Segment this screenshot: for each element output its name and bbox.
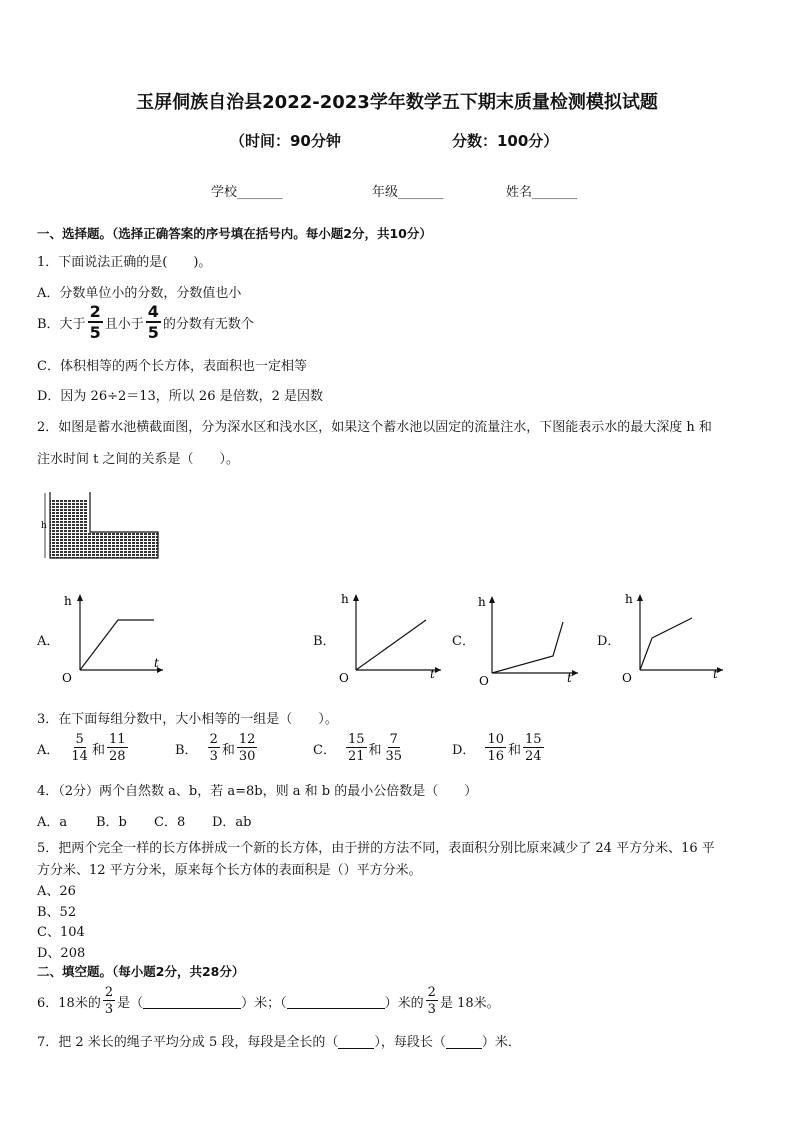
q5-option-a: A、26 [37, 884, 76, 899]
denominator: 14 [71, 749, 88, 764]
denominator: 3 [104, 1002, 114, 1017]
denominator: 28 [108, 749, 126, 764]
numerator: 2 [427, 985, 436, 1000]
q6-text-post: 是 18米。 [439, 995, 500, 1011]
denominator: 5 [147, 323, 159, 342]
denominator: 3 [209, 749, 218, 764]
fraction [346, 733, 367, 763]
pool-cross-section-diagram [40, 488, 165, 560]
fraction [237, 733, 258, 763]
name-field[interactable]: 姓名_______ [506, 185, 578, 200]
grade-field[interactable]: 年级_______ [372, 185, 444, 200]
origin: O [62, 671, 72, 685]
axis-h: h [478, 595, 486, 609]
section-2-heading: 二、填空题。（每小题2分，共28分） [37, 964, 245, 979]
q2-graph-b [338, 590, 448, 688]
q6-line [37, 986, 500, 1016]
numerator: 12 [238, 732, 256, 747]
and-text: 和 [221, 742, 235, 758]
origin: O [479, 674, 489, 688]
q5-option-b: B、52 [37, 905, 77, 920]
axis-h: h [625, 592, 633, 606]
fraction [384, 733, 405, 763]
graph-d-line [640, 618, 692, 670]
fraction [485, 733, 506, 763]
denominator: 5 [89, 323, 101, 342]
fraction [103, 986, 115, 1016]
axis-h: h [64, 594, 72, 608]
fraction [69, 733, 90, 763]
q1-option-b [37, 304, 254, 341]
q1-stem: 1．下面说法正确的是( )。 [37, 255, 212, 270]
q6-text-mid-3: ）米的 [384, 995, 424, 1011]
numerator: 4 [147, 302, 159, 321]
q1-b-fraction-1 [88, 304, 103, 341]
axis-h: h [341, 592, 349, 606]
q7-text-post: ）米． [481, 1035, 521, 1050]
denominator: 30 [238, 749, 256, 764]
numerator: 11 [108, 732, 126, 747]
origin: O [622, 671, 632, 685]
fraction [208, 733, 220, 763]
numerator: 15 [347, 732, 365, 747]
q7-text-pre: 7．把 2 米长的绳子平均分成 5 段，每段是全长的（ [37, 1035, 339, 1050]
q2-option-c-label: C． [452, 634, 475, 649]
exam-score: 分数：100分） [452, 132, 559, 150]
numerator: 2 [209, 732, 218, 747]
q5-stem-line-1: 5．把两个完全一样的长方体拼成一个新的长方体，由于拼的方法不同，表面积分别比原来减少了 24 平方分米、16 平 [37, 841, 715, 856]
numerator: 5 [75, 732, 84, 747]
q2-graph-d [620, 590, 730, 688]
q6-answer-blank-2[interactable] [287, 993, 385, 1009]
and-text: 和 [368, 742, 382, 758]
q4-option-a: A．a [37, 815, 68, 830]
q5-option-c: C、104 [37, 925, 85, 940]
fraction [523, 733, 544, 763]
q4-option-c: C．8 [154, 815, 186, 830]
q1-b-fraction-2 [146, 304, 161, 341]
option-label: A． [37, 742, 60, 758]
q5-option-d: D、208 [37, 946, 86, 961]
exam-time: （时间：90分钟 [230, 132, 341, 150]
origin: O [339, 671, 349, 685]
q2-option-d-label: D． [597, 634, 621, 649]
denominator: 3 [427, 1002, 436, 1017]
q3-option-b [175, 733, 259, 763]
axis-t: t [430, 667, 435, 681]
q7-answer-blank-1[interactable] [338, 1033, 374, 1049]
q4-stem: 4．（2分）两个自然数 a、b，若 a=8b，则 a 和 b 的最小公倍数是（ ） [37, 784, 478, 799]
denominator: 21 [347, 749, 365, 764]
q1-b-text-mid: 且小于 [104, 317, 144, 332]
q4-option-b: B．b [96, 815, 127, 830]
q7-answer-blank-2[interactable] [446, 1033, 482, 1049]
denominator: 35 [385, 749, 403, 764]
q5-stem-line-2: 方分米、12 平方分米，原来每个长方体的表面积是（）平方分米。 [37, 863, 422, 878]
q7-text-mid: ），每段长（ [374, 1035, 446, 1050]
q2-stem-line-2: 注水时间 t 之间的关系是（ ）。 [37, 452, 239, 467]
fraction [426, 986, 438, 1016]
numerator: 7 [389, 732, 398, 747]
school-field[interactable]: 学校_______ [211, 185, 283, 200]
shallow-water-area [88, 532, 158, 558]
q3-option-d [452, 733, 546, 763]
deep-water-area [50, 500, 88, 558]
and-text: 和 [507, 742, 521, 758]
option-label: B． [175, 742, 198, 758]
q2-option-a-label: A． [37, 634, 60, 649]
fraction [107, 733, 128, 763]
q6-text-mid-1: 是（ [117, 995, 144, 1011]
q2-option-b-label: B． [313, 634, 336, 649]
q2-graph-a [58, 590, 168, 688]
axis-t: t [713, 667, 718, 681]
q6-text-mid-2: ）米；（ [241, 995, 287, 1011]
graph-b-line [356, 620, 426, 670]
numerator: 2 [104, 985, 114, 1000]
axis-t: t [154, 656, 159, 670]
numerator: 15 [525, 732, 542, 747]
denominator: 24 [525, 749, 542, 764]
q1-b-text-pre: B．大于 [37, 317, 86, 332]
and-text: 和 [91, 742, 105, 758]
q1-b-text-post: 的分数有无数个 [162, 317, 254, 332]
depth-label: h [41, 521, 47, 531]
graph-c-line [492, 622, 563, 673]
option-label: D． [452, 742, 476, 758]
q4-option-d: D．ab [212, 815, 252, 830]
numerator: 2 [89, 302, 101, 321]
page-title: 玉屏侗族自治县2022-2023学年数学五下期末质量检测模拟试题 [136, 92, 658, 113]
numerator: 10 [487, 732, 504, 747]
q1-option-a: A．分数单位小的分数，分数值也小 [37, 286, 242, 301]
option-label: C． [313, 742, 336, 758]
q3-stem: 3．在下面每组分数中，大小相等的一组是（ ）。 [37, 712, 338, 727]
denominator: 16 [487, 749, 504, 764]
graph-a-line [80, 620, 154, 670]
q1-option-c: C．体积相等的两个长方体，表面积也一定相等 [37, 359, 307, 374]
q7-line [37, 1031, 521, 1050]
q3-option-a [37, 733, 130, 763]
q2-graph-c [475, 590, 585, 688]
q1-option-d: D．因为 26÷2＝13，所以 26 是倍数，2 是因数 [37, 389, 324, 404]
q2-stem-line-1: 2．如图是蓄水池横截面图，分为深水区和浅水区，如果这个蓄水池以固定的流量注水，下图能表示水的最大深度 h 和 [37, 420, 712, 435]
section-1-heading: 一、选择题。（选择正确答案的序号填在括号内。每小题2分，共10分） [37, 226, 432, 241]
q3-option-c [313, 733, 406, 763]
q6-answer-blank-1[interactable] [143, 993, 241, 1009]
q6-text-pre: 6．18米的 [37, 995, 101, 1011]
axis-t: t [567, 671, 572, 685]
